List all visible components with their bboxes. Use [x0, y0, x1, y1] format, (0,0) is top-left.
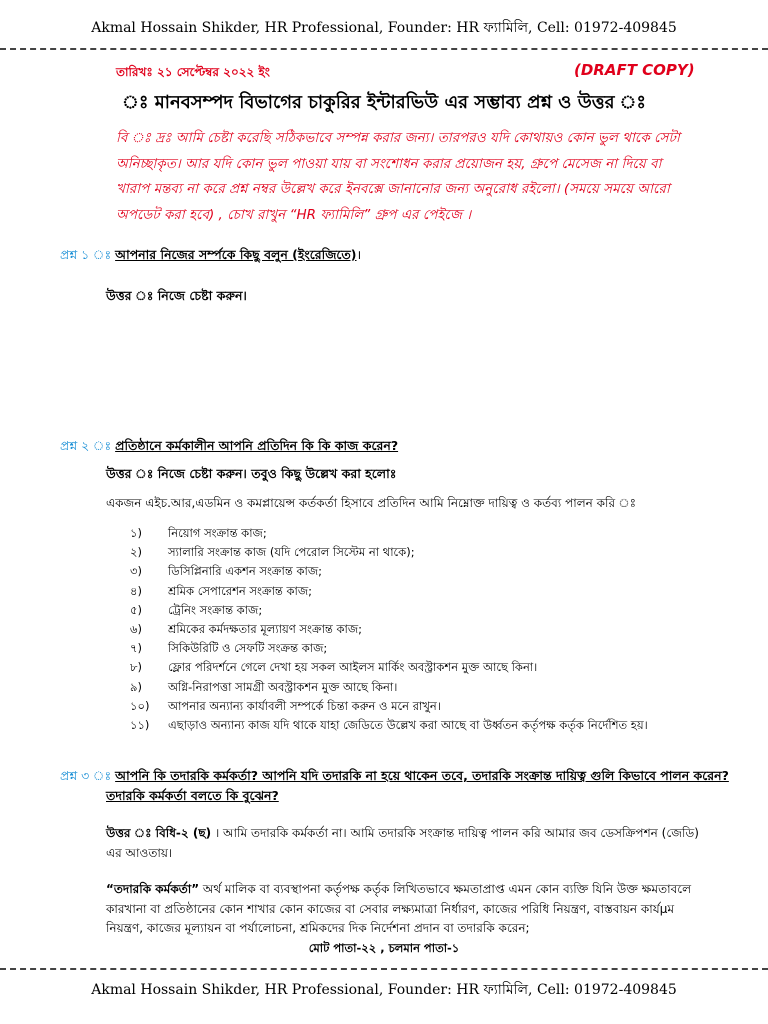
- definition-term: “তদারকি কর্মকর্তা”: [106, 882, 200, 896]
- question-1-label: প্রশ্ন ১ ঃ: [60, 247, 112, 262]
- draft-label: (DRAFT COPY): [574, 61, 695, 79]
- answer-2: উত্তর ঃ নিজে চেষ্টা করুন। তবুও কিছু উল্লেখ করা হলোঃ: [106, 466, 397, 481]
- duty-text: শ্রমিকের কর্মদক্ষতার মূল্যায়ণ সংক্রান্ত কাজ;: [168, 621, 363, 636]
- answer-3-line-1: । আমি তদারকি কর্মকর্তা না। আমি তদারকি সংক্রান্ত দায়িত্ব পালন করি আমার জব ডেসক্রিপশন (জেডি): [211, 826, 699, 840]
- page-header: Akmal Hossain Shikder, HR Professional, Founder: HR ফ্যামিলি, Cell: 01972-409845: [91, 20, 677, 36]
- duty-number: ৩): [130, 564, 142, 579]
- duty-number: ৮): [130, 660, 142, 675]
- question-2: [60, 438, 398, 458]
- page-footer: Akmal Hossain Shikder, HR Professional, Founder: HR ফ্যামিলি, Cell: 01972-409845: [91, 982, 677, 998]
- duty-number: ১০): [130, 698, 150, 713]
- answer-2-intro: একজন এইচ.আর,এডমিন ও কমপ্লায়েন্স কর্তকর্তা হিসাবে প্রতিদিন আমি নিম্নোক্ত দায়িত্ব ও কর্তব্য পালন করি ঃ: [106, 496, 637, 510]
- duty-list-item: [130, 658, 648, 677]
- note-line-2: অনিচ্ছাকৃত। আর যদি কোন ভুল পাওয়া যায় বা সংশোধন করার প্রয়োজন হয়, গ্রুপে মেসেজ না দিয়ে বা: [116, 155, 662, 172]
- note-line-3: খারাপ মন্তব্য না করে প্রশ্ন নম্বর উল্লেখ করে ইনবক্সে জানানোর জন্য অনুরোধ রইলো। (সময়ে সময়ে আরো: [116, 181, 670, 197]
- duty-text: ডিসিপ্লিনারি একশন সংক্রান্ত কাজ;: [168, 564, 322, 579]
- duty-list-item: [130, 562, 648, 581]
- duty-list-item: [130, 620, 648, 639]
- duty-list-item: [130, 716, 648, 735]
- duty-text: অগ্নি-নিরাপত্তা সামগ্রী অবস্ট্রাকশন মুক্ত আছে কিনা।: [168, 679, 398, 694]
- question-1-text: আপনার নিজের সর্ম্পকে কিছু বলুন (ইংরেজিতে): [115, 247, 357, 262]
- duty-list-item: [130, 639, 648, 658]
- page-title: ঃ মানবসম্পদ বিভাগের চাকুরির ইন্টারভিউ এর সম্ভাব্য প্রশ্ন ও উত্তর ঃ: [122, 92, 646, 113]
- duty-number: ১): [130, 526, 142, 540]
- question-3-label: প্রশ্ন ৩ ঃ: [60, 768, 112, 783]
- duty-list-item: [130, 697, 648, 716]
- question-1: [60, 246, 361, 267]
- duty-list-item: [130, 582, 648, 601]
- duty-text: নিয়োগ সংক্রান্ত কাজ;: [168, 526, 267, 540]
- duty-text: সিকিউরিটি ও সেফটি সংক্রন্ত কাজ;: [168, 641, 328, 656]
- duty-number: ৯): [130, 679, 142, 694]
- answer-3-label: উত্তর ঃ বিধি-২ (ছ): [106, 826, 212, 840]
- header-divider: [0, 48, 768, 50]
- question-3: [60, 768, 729, 788]
- definition-line-2: কারখানা বা প্রতিষ্ঠানের কোন শাখার কোন কাজের বা সেবার লক্ষ্যমাত্রা নির্ধারণ, কাজের পরিধি নিয়ন্ত্রণ, বাস্তবায়ন কার্যμম: [106, 901, 674, 916]
- answer-3: [106, 824, 726, 863]
- note-line-4: অপডেট করা হবে) , চোখ রাখুন “HR ফ্যামিলি” গ্রুপ এর পেইজে ।: [116, 206, 472, 223]
- duty-number: ৫): [130, 602, 142, 617]
- duty-text: এছাড়াও অন্যান্য কাজ যদি থাকে যাহা জেডিতে উল্লেখ করা আছে বা উর্ধ্বতন কর্তৃপক্ষ কর্তৃক নির্দেশিত হয়।: [168, 717, 648, 732]
- duty-text: ফ্লোর পরিদর্শনে গেলে দেখা হয় সকল আইলস মার্কিং অবস্ট্রাকশন মুক্ত আছে কিনা।: [168, 660, 538, 675]
- duty-list-item: [130, 524, 648, 543]
- duty-number: ৬): [130, 621, 142, 636]
- duty-list-item: [130, 543, 648, 562]
- footer-divider: [0, 968, 768, 970]
- answer-3-line-2: এর আওতায়।: [106, 845, 173, 860]
- duty-list: [130, 524, 648, 735]
- duty-number: ১১): [130, 717, 150, 732]
- answer-1: উত্তর ঃ নিজে চেষ্টা করুন।: [106, 288, 247, 303]
- duty-text: স্যালারি সংক্রান্ত কাজ (যদি পেরোল সিস্টেম না থাকে);: [168, 545, 415, 560]
- note-line-1: বি ঃ দ্রঃ আমি চেষ্টা করেছি সঠিকভাবে সম্পন্ন করার জন্য। তারপরও যদি কোথায়ও কোন ভুল থাকে সেটা: [116, 130, 680, 146]
- duty-text: ট্রেনিং সংক্রান্ত কাজ;: [168, 602, 263, 617]
- question-1-tail: ।: [356, 247, 362, 262]
- supervisor-definition: [106, 880, 736, 939]
- question-2-label: প্রশ্ন ২ ঃ: [60, 438, 112, 453]
- definition-line-3: নিয়ন্ত্রণ, কাজের মূল্যায়ন বা পর্যালোচনা, শ্রমিকদের দিক নির্দেশনা প্রদান বা তদারকি করেন;: [106, 921, 530, 935]
- duty-text: শ্রমিক সেপারেশন সংক্রান্ত কাজ;: [168, 583, 313, 598]
- document-date: তারিখঃ ২১ সেপ্টেম্বর ২০২২ ইং: [116, 65, 270, 79]
- definition-line-1: অর্থ মালিক বা ব্যবস্থাপনা কর্তৃপক্ষ কর্তৃক লিখিতভাবে ক্ষমতাপ্রাপ্ত এমন কোন ব্যক্তি যিনি উক্ত ক্ষমতাবলে: [199, 882, 692, 896]
- question-2-text: প্রতিষ্ঠানে কর্মকালীন আপনি প্রতিদিন কি কি কাজ করেন?: [115, 438, 399, 453]
- page-counter: মোট পাতা-২২ , চলমান পাতা-১: [308, 941, 460, 955]
- duty-list-item: [130, 601, 648, 620]
- disclaimer-note: [116, 126, 716, 228]
- duty-number: ৭): [130, 641, 142, 656]
- duty-list-item: [130, 678, 648, 697]
- question-3-text-line-2: তদারকি কর্মকর্তা বলতে কি বুঝেন?: [106, 788, 279, 803]
- duty-number: ২): [130, 545, 142, 560]
- duty-number: ৪): [130, 583, 142, 598]
- duty-text: আপনার অন্যান্য কার্যাবলী সম্পর্কে চিন্তা করুন ও মনে রাখুন।: [168, 698, 441, 713]
- question-3-text-line-1: আপনি কি তদারকি কর্মকর্তা? আপনি যদি তদারকি না হয়ে থাকেন তবে, তদারকি সংক্রান্ত দায়িত্ব গুলি কিভাবে পালন করেন?: [115, 768, 729, 783]
